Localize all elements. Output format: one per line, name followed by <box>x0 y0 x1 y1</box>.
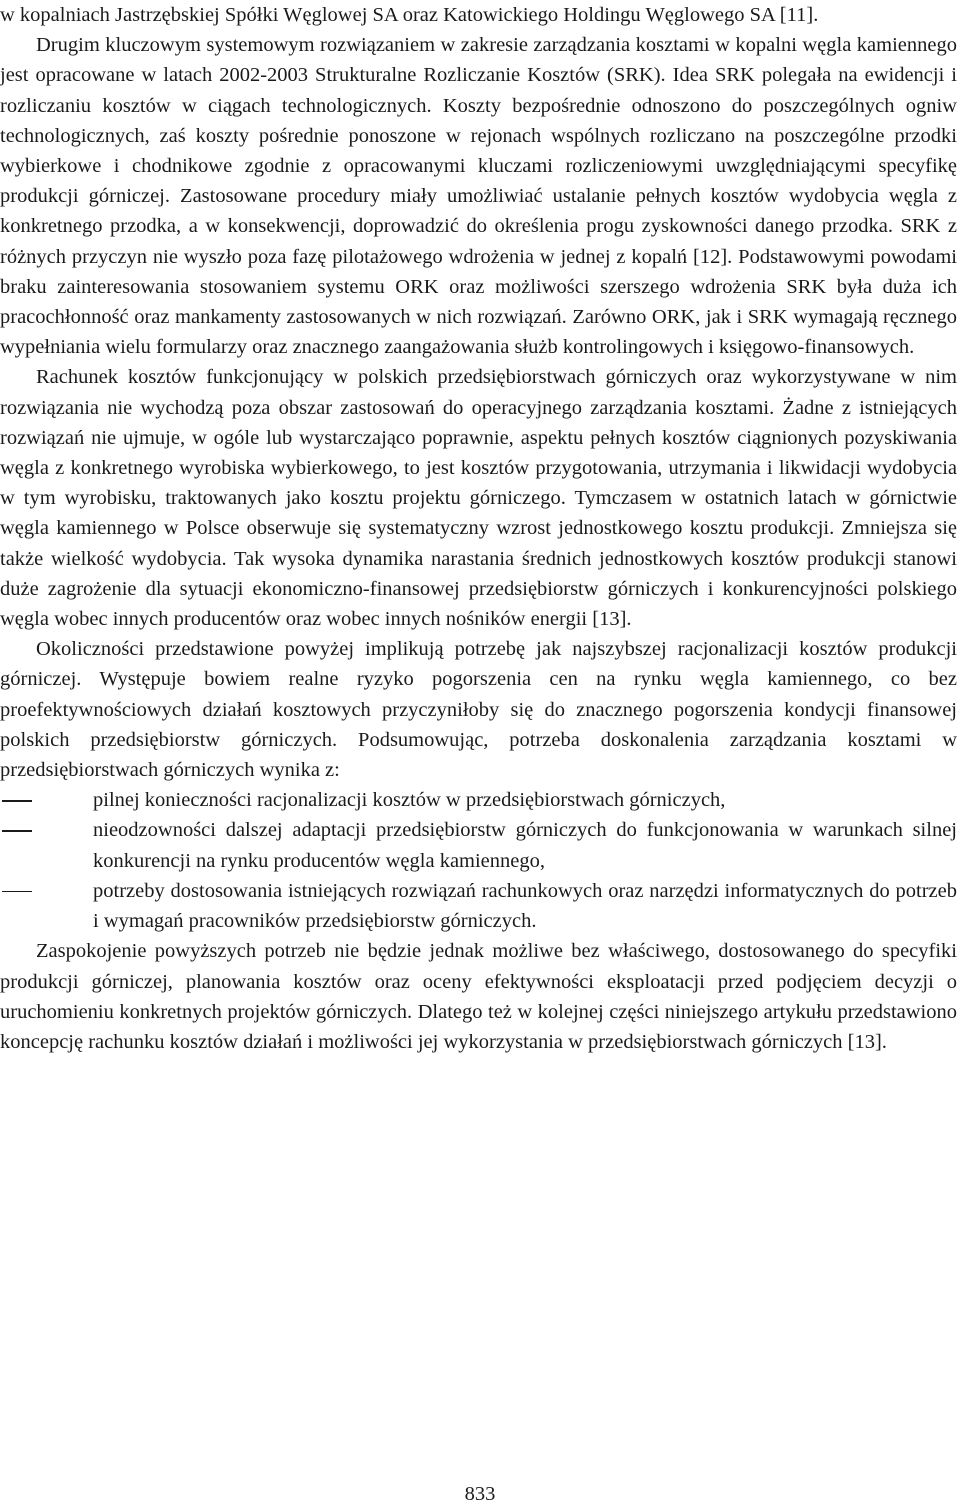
paragraph-closing: Zaspokojenie powyższych potrzeb nie będzie jednak możliwe bez właściwego, dostosowanego do specyfiki produkcji górniczej, planowania kosztów oraz oceny efektywności eksploatacji przed podjęciem decyzji o uruchomieniu konkretnych projektów górniczych. Dlatego też w kolejnej części niniejszego artykułu przedstawiono koncepcję rachunku kosztów działań i możliwości jej wykorzystania w przedsiębiorstwach górniczych [13]. <box>0 940 957 1053</box>
list-item-text: potrzeby dostosowania istniejących rozwiązań rachunkowych oraz narzędzi informatycznych do potrzeb i wymagań pracowników przedsiębiorstw górniczych. <box>93 879 957 933</box>
list-item <box>0 876 957 936</box>
list-item-text: nieodzowności dalszej adaptacji przedsiębiorstw górniczych do funkcjonowania w warunkach silnej konkurencji na rynku producentów węgla kamiennego, <box>93 819 957 872</box>
page-number: 833 <box>464 1483 496 1505</box>
list-item-text: pilnej konieczności racjonalizacji kosztów w przedsiębiorstwach górniczych, <box>93 789 726 812</box>
paragraph-continuation: w kopalniach Jastrzębskiej Spółki Węglowej SA oraz Katowickiego Holdingu Węglowego SA [11]. <box>0 4 819 26</box>
needs-list <box>0 785 957 936</box>
paragraph-cost-accounting: Rachunek kosztów funkcjonujący w polskich przedsiębiorstwach górniczych oraz wykorzystywane w nim rozwiązania nie wychodzą poza obszar zastosowań do operacyjnego zarządzania kosztami. Żadne z istniejących rozwiązań nie ujmuje, w ogóle lub wystarczająco poprawnie, aspektu pełnych kosztów ciągnionych pozyskiwania węgla z konkretnego wyrobiska wybierkowego, to jest kosztów przygotowania, utrzymania i likwidacji wydobycia w tym wyrobisku, traktowanych jako kosztu projektu górniczego. Tymczasem w ostatnich latach w górnictwie węgla kamiennego w Polsce obserwuje się systematyczny wzrost jednostkowego kosztu produkcji. Zmniejsza się także wielkość wydobycia. Tak wysoka dynamika narastania średnich jednostkowych kosztów produkcji stanowi duże zagrożenie dla sytuacji ekonomiczno-finansowej przedsiębiorstw górniczych i konkurencyjności polskiego węgla wobec innych producentów oraz wobec innych nośników energii [13]. <box>0 366 957 631</box>
list-item <box>0 785 957 815</box>
paragraph-srk: Drugim kluczowym systemowym rozwiązaniem w zakresie zarządzania kosztami w kopalni węgla kamiennego jest opracowane w latach 2002-2003 Strukturalne Rozliczanie Kosztów (SRK). Idea SRK polegała na ewidencji i rozliczaniu kosztów w ciągach technologicznych. Koszty bezpośrednie odnoszono do poszczególnych ogniw technologicznych, zaś koszty pośrednie ponoszone w rejonach wspólnych rozliczano na poszczególne przodki wybierkowe i chodnikowe zgodnie z opracowanymi kluczami rozliczeniowymi uwzględniającymi specyfikę produkcji górniczej. Zastosowane procedury miały umożliwiać ustalanie pełnych kosztów wydobycia węgla z konkretnego przodka, a w konsekwencji, doprowadzić do określenia progu zyskowności danego przodka. SRK z różnych przyczyn nie wyszło poza fazę pilotażowego wdrożenia w jednej z kopalń [12]. Podstawowymi powodami braku zainteresowania stosowaniem systemu ORK oraz możliwości szerszego wdrożenia SRK była duża ich pracochłonność oraz mankamenty zastosowanych w nich rozwiązań. Zarówno ORK, jak i SRK wymagają ręcznego wypełniania wielu formularzy oraz znacznego zaangażowania służb kontrolingowych i księgowo-finansowych. <box>0 34 957 359</box>
paragraph-circumstances: Okoliczności przedstawione powyżej implikują potrzebę jak najszybszej racjonalizacji kosztów produkcji górniczej. Występuje bowiem realne ryzyko pogorszenia cen na rynku węgla kamiennego, co bez proefektywnościowych działań kosztowych przyczyniłoby się do znacznego pogorszenia kondycji finansowej polskich przedsiębiorstw górniczych. Podsumowując, potrzeba doskonalenia zarządzania kosztami w przedsiębiorstwach górniczych wynika z: <box>0 638 957 782</box>
list-item <box>0 815 957 875</box>
